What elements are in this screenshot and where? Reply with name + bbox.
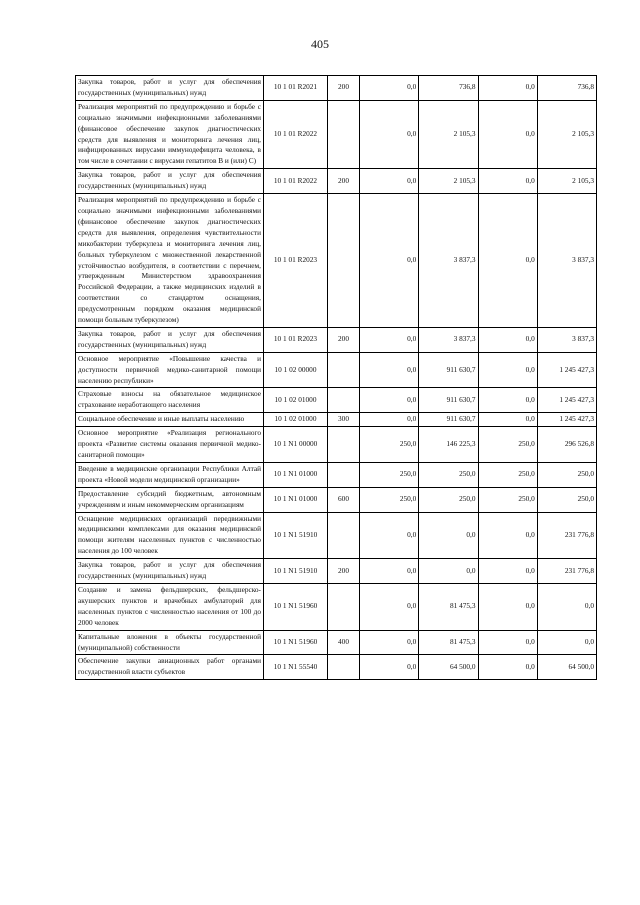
cell-code: 10 1 01 R2022 <box>264 169 328 194</box>
cell-value-4: 0,0 <box>537 630 596 655</box>
cell-expense-type: 300 <box>328 413 360 427</box>
table-row <box>76 352 597 388</box>
cell-expense-type <box>328 388 360 413</box>
cell-value-2: 250,0 <box>419 487 478 512</box>
cell-code: 10 1 N1 01000 <box>264 462 328 487</box>
table-row <box>76 583 597 630</box>
cell-expense-type: 600 <box>328 487 360 512</box>
table-row <box>76 559 597 584</box>
cell-code: 10 1 N1 51910 <box>264 512 328 559</box>
cell-value-1: 0,0 <box>360 194 419 328</box>
cell-value-4: 296 526,8 <box>537 427 596 463</box>
cell-value-3: 0,0 <box>478 655 537 680</box>
cell-code: 10 1 02 01000 <box>264 413 328 427</box>
cell-value-2: 3 837,3 <box>419 327 478 352</box>
cell-name: Реализация мероприятий по предупреждению и борьбе с социально значимыми инфекционными заболеваниями (финансовое обеспечение закупок диагностических средств для выявления, определения чувствительности микобактерии туберкулеза и мониторинга лечения лиц, больных туберкулезом с множественной лекарственной устойчивостью возбудителя, в соответствии с перечнем, утвержденным Министерством здравоохранения Российской Федерации, а также медицинских изделий в соответствии со стандартом оснащения, предусмотренным порядком оказания медицинской помощи больным туберкулезом) <box>76 194 264 328</box>
cell-value-1: 0,0 <box>360 388 419 413</box>
cell-value-3: 0,0 <box>478 583 537 630</box>
table-row <box>76 512 597 559</box>
cell-code: 10 1 N1 01000 <box>264 487 328 512</box>
cell-value-4: 1 245 427,3 <box>537 413 596 427</box>
cell-name: Страховые взносы на обязательное медицинское страхование неработающего населения <box>76 388 264 413</box>
cell-value-3: 0,0 <box>478 169 537 194</box>
cell-value-3: 0,0 <box>478 194 537 328</box>
cell-expense-type <box>328 100 360 168</box>
cell-value-3: 0,0 <box>478 630 537 655</box>
cell-value-4: 64 500,0 <box>537 655 596 680</box>
table-row <box>76 100 597 168</box>
page-number: 405 <box>311 37 329 51</box>
cell-expense-type <box>328 352 360 388</box>
cell-name: Социальное обеспечение и иные выплаты населению <box>76 413 264 427</box>
cell-code: 10 1 01 R2022 <box>264 100 328 168</box>
cell-value-2: 0,0 <box>419 559 478 584</box>
cell-expense-type <box>328 655 360 680</box>
cell-value-4: 2 105,3 <box>537 169 596 194</box>
cell-value-3: 0,0 <box>478 76 537 101</box>
cell-value-4: 736,8 <box>537 76 596 101</box>
cell-value-3: 250,0 <box>478 427 537 463</box>
cell-value-1: 0,0 <box>360 630 419 655</box>
cell-expense-type <box>328 427 360 463</box>
cell-expense-type <box>328 462 360 487</box>
budget-table <box>75 75 597 680</box>
cell-value-1: 0,0 <box>360 76 419 101</box>
cell-value-2: 0,0 <box>419 512 478 559</box>
cell-expense-type: 200 <box>328 76 360 101</box>
cell-value-4: 3 837,3 <box>537 194 596 328</box>
cell-value-1: 0,0 <box>360 512 419 559</box>
cell-value-1: 0,0 <box>360 413 419 427</box>
cell-value-3: 250,0 <box>478 462 537 487</box>
cell-value-1: 0,0 <box>360 559 419 584</box>
cell-name: Предоставление субсидий бюджетным, автономным учреждениям и иным некоммерческим организациям <box>76 487 264 512</box>
cell-expense-type <box>328 512 360 559</box>
cell-name: Реализация мероприятий по предупреждению и борьбе с социально значимыми инфекционными заболеваниями (финансовое обеспечение закупок диагностических средств для выявления и мониторинга лечения лиц, инфицированных вирусами иммунодефицита человека, в том числе в сочетании с вирусами гепатитов В и (или) С) <box>76 100 264 168</box>
cell-value-2: 64 500,0 <box>419 655 478 680</box>
table-row <box>76 487 597 512</box>
cell-value-3: 0,0 <box>478 388 537 413</box>
table-row <box>76 327 597 352</box>
cell-value-2: 2 105,3 <box>419 169 478 194</box>
cell-value-2: 146 225,3 <box>419 427 478 463</box>
cell-value-4: 1 245 427,3 <box>537 352 596 388</box>
cell-value-1: 250,0 <box>360 487 419 512</box>
cell-value-4: 250,0 <box>537 462 596 487</box>
cell-code: 10 1 N1 51910 <box>264 559 328 584</box>
cell-value-1: 250,0 <box>360 427 419 463</box>
cell-expense-type <box>328 583 360 630</box>
cell-expense-type: 200 <box>328 559 360 584</box>
cell-name: Создание и замена фельдшерских, фельдшерско-акушерских пунктов и врачебных амбулаторий для населенных пунктов с численностью населения от 100 до 2000 человек <box>76 583 264 630</box>
cell-value-4: 2 105,3 <box>537 100 596 168</box>
cell-expense-type <box>328 194 360 328</box>
table-row <box>76 194 597 328</box>
cell-value-3: 0,0 <box>478 413 537 427</box>
cell-value-3: 250,0 <box>478 487 537 512</box>
cell-name: Закупка товаров, работ и услуг для обеспечения государственных (муниципальных) нужд <box>76 559 264 584</box>
cell-code: 10 1 02 00000 <box>264 352 328 388</box>
cell-value-2: 81 475,3 <box>419 583 478 630</box>
cell-value-3: 0,0 <box>478 327 537 352</box>
cell-value-3: 0,0 <box>478 100 537 168</box>
cell-name: Закупка товаров, работ и услуг для обеспечения государственных (муниципальных) нужд <box>76 327 264 352</box>
cell-code: 10 1 02 01000 <box>264 388 328 413</box>
table-row <box>76 630 597 655</box>
cell-value-1: 250,0 <box>360 462 419 487</box>
cell-name: Капитальные вложения в объекты государственной (муниципальной) собственности <box>76 630 264 655</box>
cell-value-1: 0,0 <box>360 583 419 630</box>
cell-name: Основное мероприятие «Реализация регионального проекта «Развитие системы оказания первичной медико-санитарной помощи» <box>76 427 264 463</box>
cell-value-2: 2 105,3 <box>419 100 478 168</box>
cell-value-3: 0,0 <box>478 559 537 584</box>
cell-value-1: 0,0 <box>360 100 419 168</box>
cell-value-1: 0,0 <box>360 352 419 388</box>
cell-value-1: 0,0 <box>360 169 419 194</box>
cell-value-1: 0,0 <box>360 655 419 680</box>
cell-expense-type: 400 <box>328 630 360 655</box>
table-row <box>76 76 597 101</box>
table-row <box>76 169 597 194</box>
cell-value-2: 250,0 <box>419 462 478 487</box>
cell-name: Основное мероприятие «Повышение качества и доступности первичной медико-санитарной помощи населению республики» <box>76 352 264 388</box>
cell-value-3: 0,0 <box>478 512 537 559</box>
cell-name: Закупка товаров, работ и услуг для обеспечения государственных (муниципальных) нужд <box>76 169 264 194</box>
cell-name: Обеспечение закупки авиационных работ органами государственной власти субъектов <box>76 655 264 680</box>
cell-value-4: 1 245 427,3 <box>537 388 596 413</box>
cell-value-1: 0,0 <box>360 327 419 352</box>
cell-code: 10 1 01 R2023 <box>264 194 328 328</box>
cell-expense-type: 200 <box>328 169 360 194</box>
cell-name: Введение в медицинские организации Республики Алтай проекта «Новой модели медицинской организации» <box>76 462 264 487</box>
cell-code: 10 1 01 R2023 <box>264 327 328 352</box>
cell-code: 10 1 N1 51960 <box>264 630 328 655</box>
cell-code: 10 1 N1 55540 <box>264 655 328 680</box>
cell-value-4: 3 837,3 <box>537 327 596 352</box>
cell-value-4: 231 776,8 <box>537 512 596 559</box>
cell-value-2: 3 837,3 <box>419 194 478 328</box>
cell-value-2: 911 630,7 <box>419 352 478 388</box>
cell-code: 10 1 N1 00000 <box>264 427 328 463</box>
cell-value-4: 250,0 <box>537 487 596 512</box>
cell-value-2: 911 630,7 <box>419 388 478 413</box>
cell-value-2: 81 475,3 <box>419 630 478 655</box>
table-row <box>76 462 597 487</box>
cell-value-4: 0,0 <box>537 583 596 630</box>
table-row <box>76 427 597 463</box>
cell-code: 10 1 N1 51960 <box>264 583 328 630</box>
table-row <box>76 655 597 680</box>
cell-value-2: 911 630,7 <box>419 413 478 427</box>
table-row <box>76 388 597 413</box>
cell-name: Закупка товаров, работ и услуг для обеспечения государственных (муниципальных) нужд <box>76 76 264 101</box>
cell-value-3: 0,0 <box>478 352 537 388</box>
cell-code: 10 1 01 R2021 <box>264 76 328 101</box>
cell-value-4: 231 776,8 <box>537 559 596 584</box>
table-row <box>76 413 597 427</box>
cell-expense-type: 200 <box>328 327 360 352</box>
cell-value-2: 736,8 <box>419 76 478 101</box>
cell-name: Оснащение медицинских организаций передвижными медицинскими комплексами для оказания медицинской помощи жителям населенных пунктов с численностью населения до 100 человек <box>76 512 264 559</box>
